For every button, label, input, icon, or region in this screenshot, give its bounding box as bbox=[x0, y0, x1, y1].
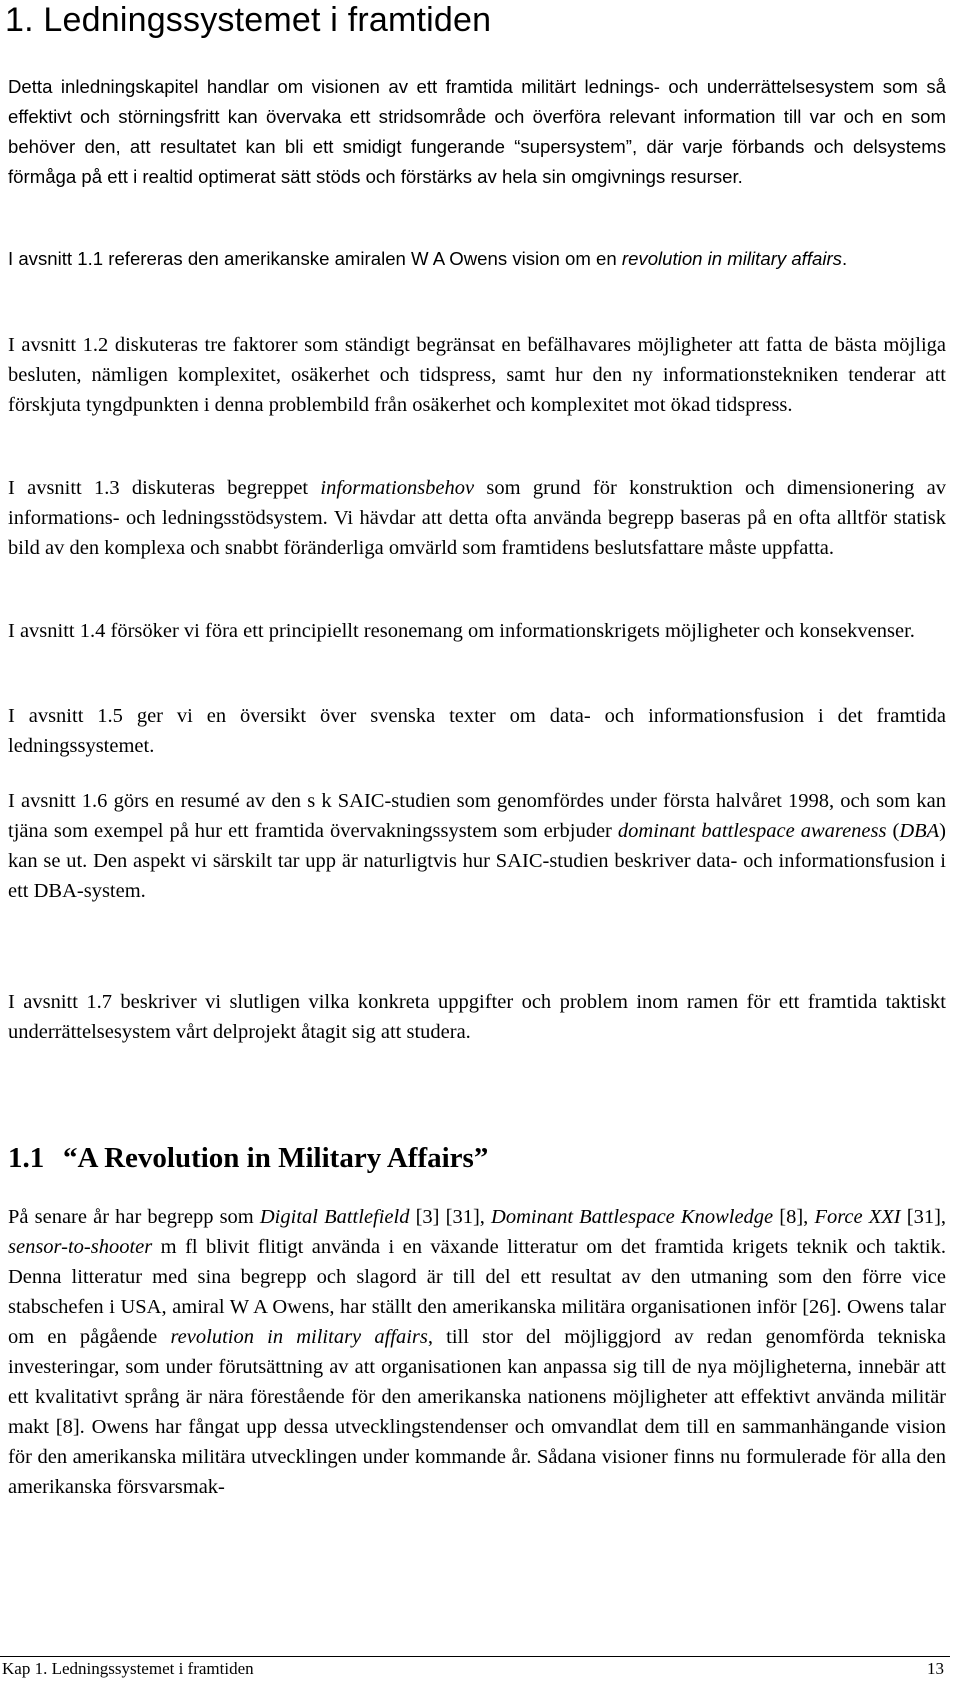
paragraph-text: I avsnitt 1.1 refereras den amerikanske amiralen W A Owens vision om en bbox=[8, 248, 622, 269]
paragraph-italic: Force XXI bbox=[814, 1206, 901, 1228]
paragraph-text: . bbox=[841, 248, 848, 269]
paragraph-italic: Digital Battlefield bbox=[259, 1206, 410, 1228]
paragraph-text: , till stor del möjliggjord av redan genomförda tekniska investeringar, som under förutsättning av att organisationen kan anpassa sig till de nya möjligheterna, innebär att ett kvalitativt språng är nära förestående för den amerikanska nationens möjligheter att effektivt använda militär makt [8]. Owens har fångat upp dessa utvecklingstendenser och omvandlat dem till en sammanhängande vision för den amerikanska militära utvecklingen under kommande år. Sådana visioner finns nu formulerade för alla den amerikanska försvarsmak- bbox=[8, 1326, 946, 1498]
paragraph-text: m fl blivit flitigt använda i en växande litteratur om det framtida krigets teknik och taktik. Denna litteratur med sina begrepp och slagord är till del ett resultat av den utmaning som den förre vice stabschefen i USA, amiral W A Owens, har ställt den amerikanska militära organisationen inför [26]. Owens talar om en pågående bbox=[8, 1236, 946, 1348]
paragraph-section-1-2: I avsnitt 1.2 diskuteras tre faktorer som ständigt begränsat en befälhavares möjligheter att fatta de bästa möjliga besluten, nämligen komplexitet, osäkerhet och tidspress, samt hur den ny informationstekniken tenderar att förskjuta tyngdpunkten i denna problembild från osäkerhet och komplexitet mot ökad tidspress. bbox=[8, 334, 946, 416]
paragraph-section-1-1 bbox=[8, 244, 946, 274]
paragraph-text: [8], bbox=[773, 1206, 815, 1228]
paragraph-italic: Dominant Battlespace Knowledge bbox=[491, 1206, 774, 1228]
paragraph-text: som grund för konstruktion och dimensionering av informations- och ledningsstödsystem. Vi hävdar att detta ofta använda begrepp baseras på en ofta alltför statisk bild av den komplexa och snabbt föränderliga omvärld som framtidens beslutsfattare måste uppfatta. bbox=[8, 477, 946, 559]
paragraph-text: ) kan se ut. Den aspekt vi särskilt tar upp är naturligtvis hur SAIC-studien beskriver data- och informationsfusion i ett DBA-system. bbox=[8, 820, 946, 902]
paragraph-text: ( bbox=[886, 820, 900, 842]
section-paragraph bbox=[8, 1202, 946, 1502]
paragraph-section-1-4: I avsnitt 1.4 försöker vi föra ett principiellt resonemang om informationskrigets möjligheter och konsekvenser. bbox=[8, 620, 915, 642]
page-number: 13 bbox=[927, 1659, 944, 1678]
paragraph-italic: dominant battlespace awareness bbox=[617, 820, 887, 842]
section-heading bbox=[8, 1140, 488, 1176]
chapter-title: 1. Ledningssystemet i framtiden bbox=[5, 1, 492, 39]
paragraph-text: På senare år har begrepp som bbox=[8, 1206, 260, 1228]
paragraph-section-1-3 bbox=[8, 473, 946, 563]
footer-divider bbox=[0, 1656, 950, 1657]
paragraph-italic: informationsbehov bbox=[320, 477, 475, 499]
paragraph-text: [3] [31], bbox=[409, 1206, 492, 1228]
paragraph-section-1-6 bbox=[8, 786, 946, 906]
paragraph-section-1-7: I avsnitt 1.7 beskriver vi slutligen vilka konkreta uppgifter och problem inom ramen för ett framtida taktiskt underrättelsesystem vårt delprojekt åtagit sig att studera. bbox=[8, 991, 946, 1043]
paragraph-italic: revolution in military affairs bbox=[621, 248, 842, 269]
paragraph-italic: revolution in military affairs bbox=[170, 1326, 428, 1348]
paragraph-text: I avsnitt 1.3 diskuteras begreppet bbox=[8, 477, 321, 499]
section-title: “A Revolution in Military Affairs” bbox=[63, 1142, 489, 1174]
section-number: 1.1 bbox=[8, 1142, 45, 1174]
paragraph-section-1-5: I avsnitt 1.5 ger vi en översikt över svenska texter om data- och informationsfusion i det framtida ledningssystemet. bbox=[8, 705, 946, 757]
footer-chapter-label: Kap 1. Ledningssystemet i framtiden bbox=[2, 1659, 254, 1678]
paragraph-text: [31], bbox=[900, 1206, 947, 1228]
paragraph-text: I avsnitt 1.6 görs en resumé av den s k SAIC-studien som genomfördes under första halvåret 1998, och som kan tjäna som exempel på hur ett framtida övervakningssystem som erbjuder bbox=[8, 790, 946, 842]
intro-paragraph: Detta inledningskapitel handlar om visionen av ett framtida militärt lednings- och underrättelsesystem som så effektivt och störningsfritt kan övervaka ett stridsområde och överföra relevant information till var och en som behöver den, att resultatet kan bli ett smidigt fungerande “supersystem”, där varje förbands och delsystems förmåga på ett i realtid optimerat sätt stöds och förstärks av hela sin omgivnings resurser. bbox=[8, 76, 946, 187]
paragraph-italic: DBA bbox=[899, 820, 940, 842]
paragraph-italic: sensor-to-shooter bbox=[8, 1236, 153, 1258]
